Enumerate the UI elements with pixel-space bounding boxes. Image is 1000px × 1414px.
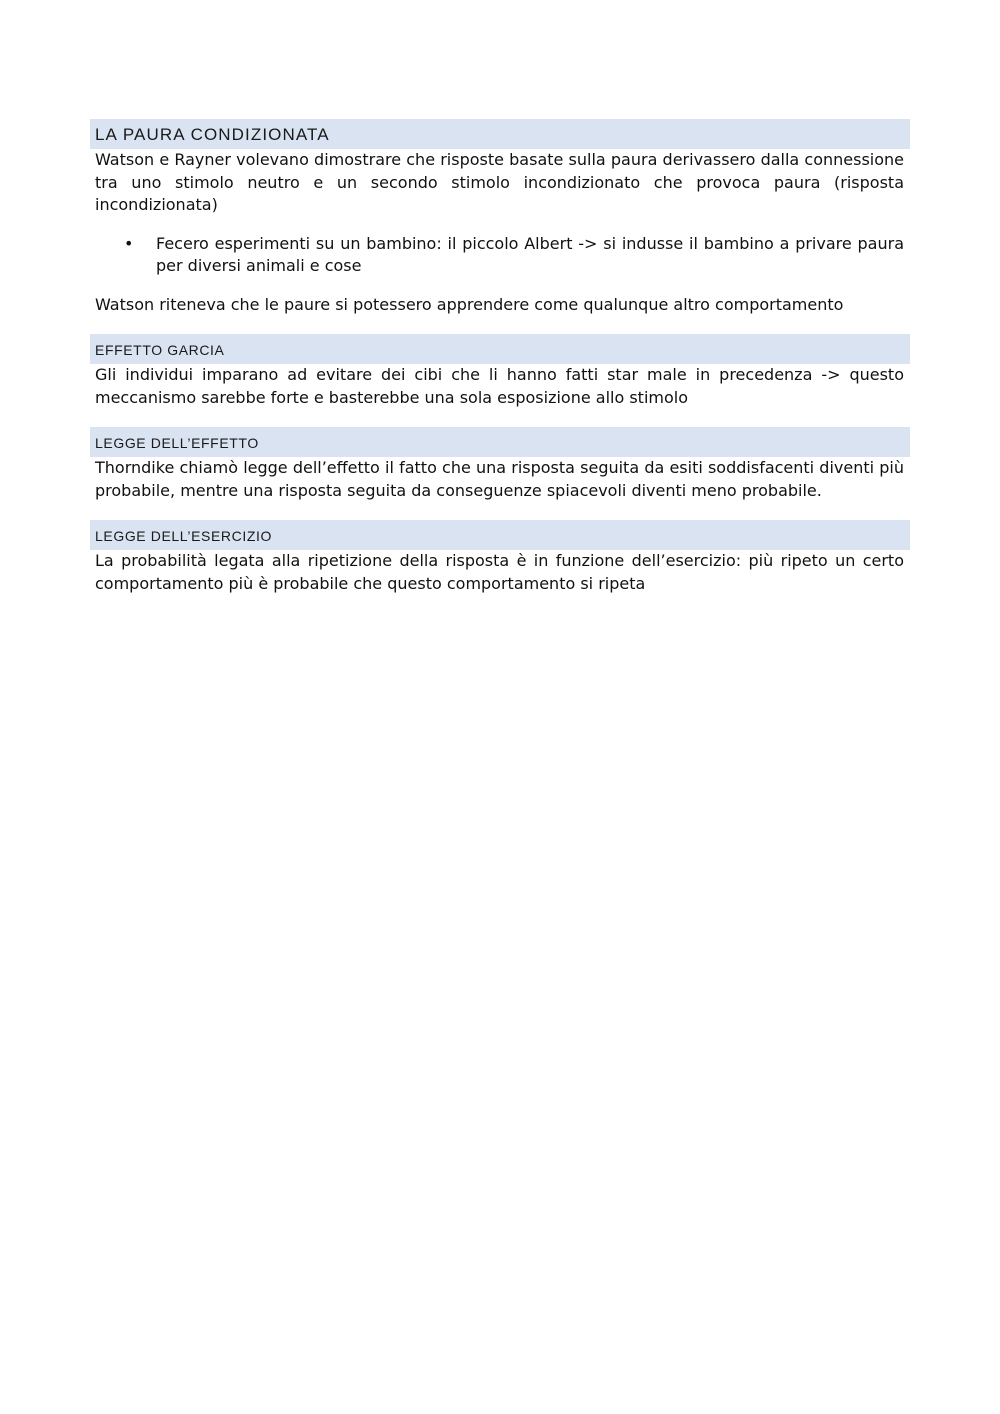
paragraph-legge-effetto: Thorndike chiamò legge dell’effetto il fatto che una risposta seguita da esiti soddisfacenti diventi più probabile, mentre una risposta seguita da conseguenze spiacevoli diventi meno probabile.: [95, 458, 904, 500]
paragraph-effetto-garcia: Gli individui imparano ad evitare dei cibi che li hanno fatti star male in precedenza -> questo meccanismo sarebbe forte e basterebbe una sola esposizione allo stimolo: [95, 365, 904, 407]
bullet-list: [90, 233, 910, 278]
section-heading-legge-esercizio: LEGGE DELL’ESERCIZIO: [90, 520, 910, 550]
paragraph-watson-rayner: Watson e Rayner volevano dimostrare che risposte basate sulla paura derivassero dalla connessione tra uno stimolo neutro e un secondo stimolo incondizionato che provoca paura (risposta incondizionata): [95, 150, 904, 214]
paragraph-watson-paure: Watson riteneva che le paure si potessero apprendere come qualunque altro comportamento: [95, 294, 844, 314]
list-item: [124, 233, 904, 278]
bullet-icon: •: [124, 233, 134, 253]
section-heading-effetto-garcia: EFFETTO GARCIA: [90, 334, 910, 364]
section-heading-legge-effetto: LEGGE DELL’EFFETTO: [90, 427, 910, 457]
paragraph-legge-esercizio: La probabilità legata alla ripetizione della risposta è in funzione dell’esercizio: più ripeto un certo comportamento più è probabile che questo comportamento si ripeta: [95, 551, 904, 593]
document-body: [90, 119, 910, 595]
section-heading-paura-condizionata: LA PAURA CONDIZIONATA: [90, 119, 910, 149]
list-item-text: Fecero esperimenti su un bambino: il piccolo Albert -> si indusse il bambino a privare paura per diversi animali e cose: [156, 233, 904, 275]
